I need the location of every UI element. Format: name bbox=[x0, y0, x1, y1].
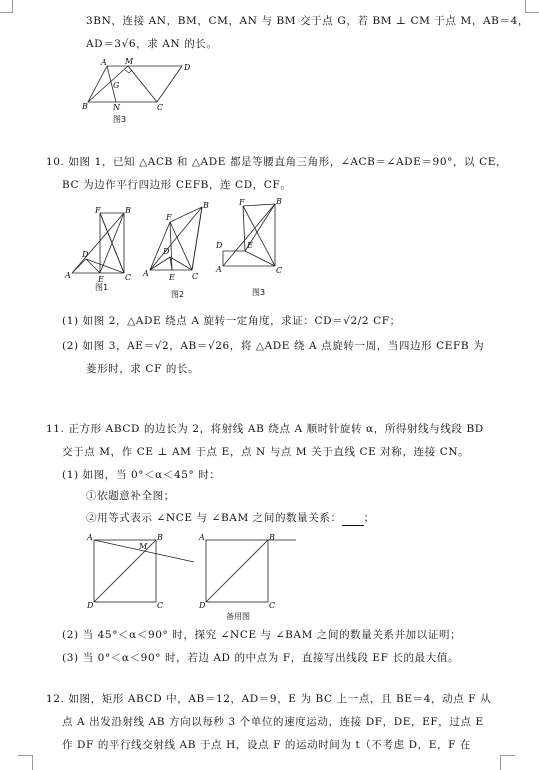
q11-fig-left-label-c: C bbox=[157, 601, 164, 610]
q10-fig2-label-e: E bbox=[169, 273, 175, 282]
q9-fig-label-c: C bbox=[157, 103, 164, 112]
q10-fig1-label-c: C bbox=[125, 273, 132, 282]
q9-fig-label-a: A bbox=[101, 58, 107, 67]
q11-fig-right-label-b: B bbox=[269, 533, 275, 542]
q11-part1-b-end: ； bbox=[363, 512, 375, 524]
q11-fig-left-label-a: A bbox=[87, 533, 93, 542]
q11-part1-a: ①依题意补全图； bbox=[86, 490, 175, 502]
corner-mark-top-left bbox=[0, 0, 13, 13]
q9-text-line1: 3BN，连接 AN，BM，CM，AN 与 BM 交于点 G，若 BM ⊥ CM 于点 M，AB＝4， bbox=[86, 15, 529, 27]
q12-text-line2: 点 A 出发沿射线 AB 方向以每秒 3 个单位的速度运动，连接 DF，DE，EF，过点 E bbox=[62, 716, 484, 728]
q10-fig1-label-e: E bbox=[98, 275, 104, 284]
q11-part2: (2) 当 45°＜α＜90° 时，探究 ∠NCE 与 ∠BAM 之间的数量关系并加以证明； bbox=[62, 629, 462, 641]
q10-figure-1 bbox=[62, 205, 132, 284]
q10-part1: (1) 如图 2，△ADE 绕点 A 旋转一定角度，求证：CD＝√2/2 CF； bbox=[62, 315, 401, 327]
q11-figure-caption: 备用图 bbox=[226, 612, 250, 621]
q11-fig-left-label-m: M bbox=[139, 542, 148, 551]
q9-text-line2: AD＝3√6，求 AN 的长。 bbox=[86, 38, 218, 50]
q10-part2-line1: (2) 如图 3，AE＝√2，AB＝√26，将 △ADE 绕 A 点旋转一周，当四边形 CEFB 为 bbox=[62, 340, 485, 352]
q10-fig3-label-e: E bbox=[247, 241, 253, 250]
q10-text-line1: 10. 如图 1，已知 △ACB 和 △ADE 都是等腰直角三角形，∠ACB＝∠ADE＝90°，以 CE， bbox=[46, 156, 508, 168]
q10-fig2-label-d: D bbox=[163, 247, 170, 256]
q10-fig2-label-b: B bbox=[203, 201, 209, 210]
q12-text-line1: 12. 如图，矩形 ABCD 中，AB＝12，AD＝9，E 为 BC 上一点，且 BE＝4，动点 F 从 bbox=[46, 693, 492, 705]
q10-fig3-label-f: F bbox=[239, 198, 245, 207]
q10-fig2-label-f: F bbox=[166, 213, 172, 222]
q11-fig-left-label-d: D bbox=[87, 601, 94, 610]
q10-fig1-label-f: F bbox=[95, 206, 101, 215]
q11-text-line2: 交于点 M，作 CE ⊥ AM 于点 E，点 N 与点 M 关于直线 CE 对称，连接 CN。 bbox=[62, 446, 470, 458]
answer-blank[interactable] bbox=[342, 511, 364, 526]
q9-fig-label-b: B bbox=[82, 102, 88, 111]
q11-part3: (3) 当 0°＜α＜90° 时，若边 AD 的中点为 F，直接写出线段 EF 长的最大值。 bbox=[62, 652, 460, 664]
q10-fig3-label-c: C bbox=[276, 266, 283, 275]
q9-fig-label-n: N bbox=[113, 103, 120, 112]
q9-fig-label-d: D bbox=[184, 63, 191, 72]
q11-fig-right-label-c: C bbox=[269, 601, 276, 610]
q10-figure-2-caption: 图2 bbox=[171, 290, 185, 299]
q9-figure-caption: 图3 bbox=[113, 115, 127, 124]
q10-figure-1-caption: 图1 bbox=[95, 283, 109, 292]
q10-fig3-label-b: B bbox=[276, 197, 282, 206]
q11-fig-right-label-a: A bbox=[199, 533, 205, 542]
q10-fig1-label-a: A bbox=[65, 271, 71, 280]
q10-figure-3-caption: 图3 bbox=[252, 288, 266, 297]
q11-figure-main bbox=[86, 532, 196, 612]
q11-part1: (1) 如图，当 0°＜α＜45° 时： bbox=[62, 469, 221, 481]
corner-mark-top-right bbox=[525, 0, 539, 13]
q10-figure-3 bbox=[215, 196, 290, 281]
q11-fig-left-label-b: B bbox=[157, 533, 163, 542]
q11-figure-spare bbox=[198, 532, 298, 612]
q11-part1-b bbox=[86, 511, 375, 526]
q12-text-line3: 作 DF 的平行线交射线 AB 于点 H，设点 F 的运动时间为 t（不考虑 D，E，F 在 bbox=[62, 739, 472, 751]
q10-fig1-label-d: D bbox=[82, 250, 89, 259]
q11-text-line1: 11. 正方形 ABCD 的边长为 2，将射线 AB 绕点 A 顺时针旋转 α，所得射线与线段 BD bbox=[46, 423, 484, 435]
q9-fig-label-g: G bbox=[113, 81, 120, 90]
q10-fig3-label-d: D bbox=[216, 241, 223, 250]
q9-figure bbox=[80, 58, 190, 118]
q10-figure-2 bbox=[140, 201, 215, 282]
q10-fig2-label-a: A bbox=[143, 269, 149, 278]
q10-fig1-label-b: B bbox=[125, 206, 131, 215]
q10-fig3-label-a: A bbox=[216, 265, 222, 274]
q9-fig-label-m: M bbox=[125, 57, 134, 66]
q11-part1-b-text: ②用等式表示 ∠NCE 与 ∠BAM 之间的数量关系： bbox=[86, 512, 342, 524]
q10-text-line2: BC 为边作平行四边形 CEFB，连 CD，CF。 bbox=[62, 179, 292, 191]
q10-fig2-label-c: C bbox=[192, 272, 199, 281]
q11-fig-right-label-d: D bbox=[199, 601, 206, 610]
q10-part2-line2: 菱形时，求 CF 的长。 bbox=[86, 363, 200, 375]
